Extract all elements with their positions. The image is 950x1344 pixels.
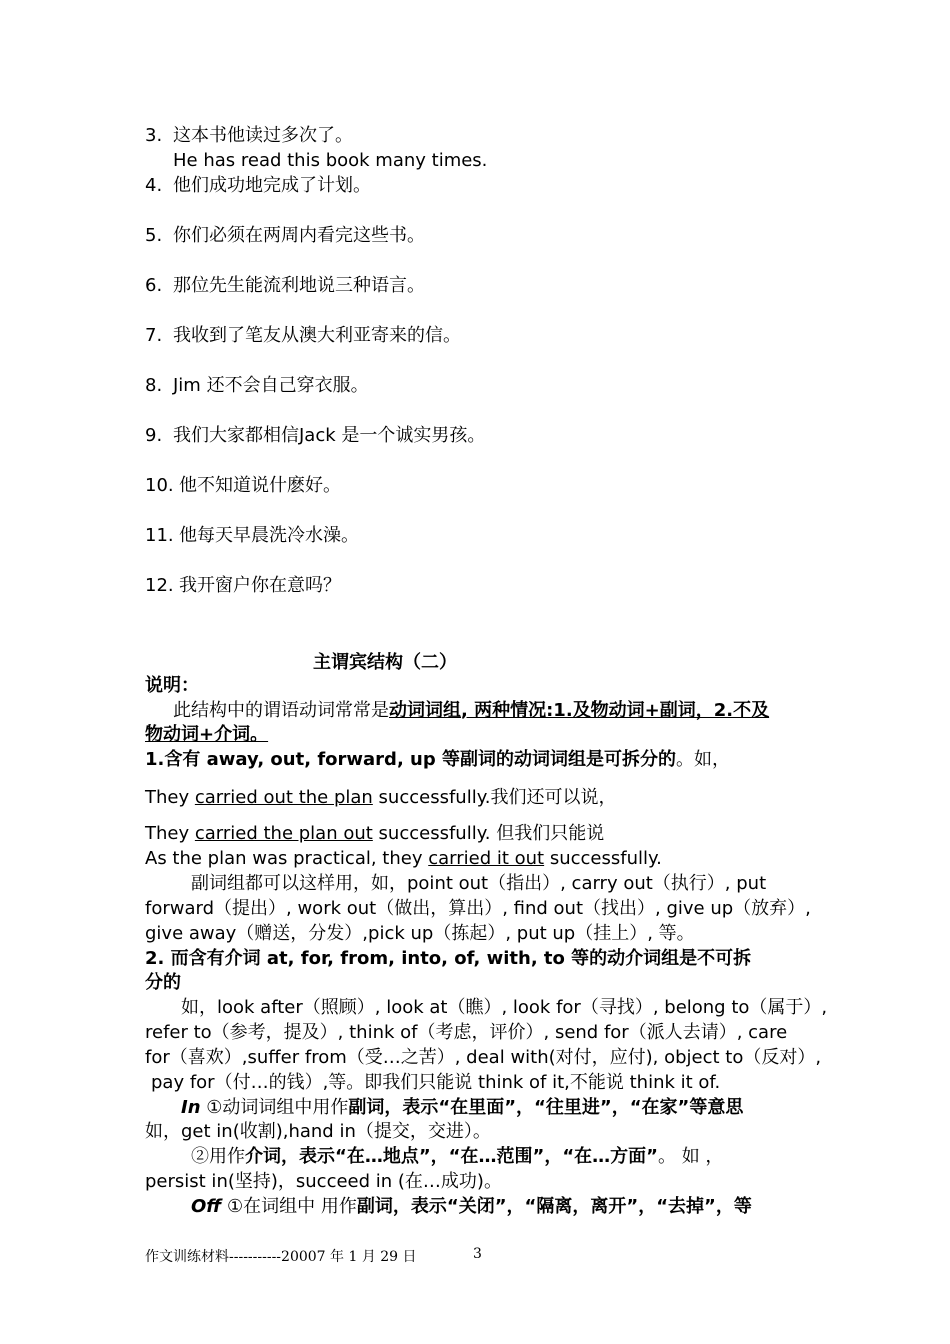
page-number: 3 xyxy=(473,1246,482,1262)
rule-2-line-1: 2. 而含有介词 at, for, from, into, of, with, to 等的动介词组是不可拆 xyxy=(145,948,752,969)
exercise-9: 9. 我们大家都相信Jack 是一个诚实男孩。 xyxy=(145,425,486,446)
example-1: They carried out the plan successfully.我们还可以说， xyxy=(145,787,617,808)
example-2: They carried the plan out successfully. 但我们只能说 xyxy=(145,823,605,844)
exercise-3: 3. 这本书他读过多次了。 xyxy=(145,125,353,146)
adverb-examples-1: 副词组都可以这样用，如，point out（指出）, carry out（执行）, put xyxy=(191,873,767,894)
intro-line-2: 物动词+介词。 xyxy=(145,724,269,745)
exercise-8: 8. Jim 还不会自己穿衣服。 xyxy=(145,375,369,396)
exercise-4: 4. 他们成功地完成了计划。 xyxy=(145,175,371,196)
rule-1: 1.含有 away, out, forward, up 等副词的动词词组是可拆分的。如， xyxy=(145,749,731,770)
exercise-5: 5. 你们必须在两周内看完这些书。 xyxy=(145,225,425,246)
page-footer: 作文训练材料-----------20007 年 1 月 29 日 xyxy=(145,1249,417,1265)
explain-label: 说明： xyxy=(145,675,199,696)
prep-examples-4: pay for（付…的钱）,等。即我们只能说 think of it,不能说 think it of. xyxy=(151,1072,721,1093)
adverb-examples-2: forward（提出）, work out（做出，算出）, find out（找出）, give up（放弃）, xyxy=(145,898,811,919)
off-usage-1: Off ①在词组中 用作副词，表示“关闭”，“隔离，离开”，“去掉”，等 xyxy=(191,1196,752,1217)
exercise-11: 11. 他每天早晨洗冷水澡。 xyxy=(145,525,359,546)
intro-line-1: 此结构中的谓语动词常常是动词词组, 两种情况:1.及物动词+副词，2.不及 xyxy=(173,700,770,721)
exercise-10: 10. 他不知道说什麽好。 xyxy=(145,475,341,496)
adverb-examples-3: give away（赠送，分发）,pick up（拣起）, put up（挂上）, 等。 xyxy=(145,923,695,944)
section-title: 主谓宾结构（二） xyxy=(313,652,457,673)
rule-2-line-2: 分的 xyxy=(145,972,181,993)
exercise-7: 7. 我收到了笔友从澳大利亚寄来的信。 xyxy=(145,325,461,346)
exercise-3-answer: He has read this book many times. xyxy=(173,150,488,171)
example-3: As the plan was practical, they carried it out successfully. xyxy=(145,848,662,869)
prep-examples-1: 如，look after（照顾）, look at（瞧）, look for（寻找）, belong to（属于）, xyxy=(181,997,828,1018)
in-usage-2: ②用作介词，表示“在…地点”，“在…范围”，“在…方面”。 如 ， xyxy=(191,1146,724,1167)
exercise-6: 6. 那位先生能流利地说三种语言。 xyxy=(145,275,425,296)
in-usage-2-examples: persist in(坚持)，succeed in (在…成功)。 xyxy=(145,1171,502,1192)
exercise-12: 12. 我开窗户你在意吗？ xyxy=(145,575,341,596)
in-usage-1: In ①动词词组中用作副词，表示“在里面”，“往里进”，“在家”等意思 xyxy=(181,1097,744,1118)
in-usage-1-examples: 如，get in(收割),hand in（提交，交进）。 xyxy=(145,1121,491,1142)
prep-examples-3: for（喜欢）,suffer from（受…之苦）, deal with(对付，应付), object to（反对）, xyxy=(145,1047,822,1068)
prep-examples-2: refer to（参考，提及）, think of（考虑，评价）, send for（派人去请）, care xyxy=(145,1022,788,1043)
